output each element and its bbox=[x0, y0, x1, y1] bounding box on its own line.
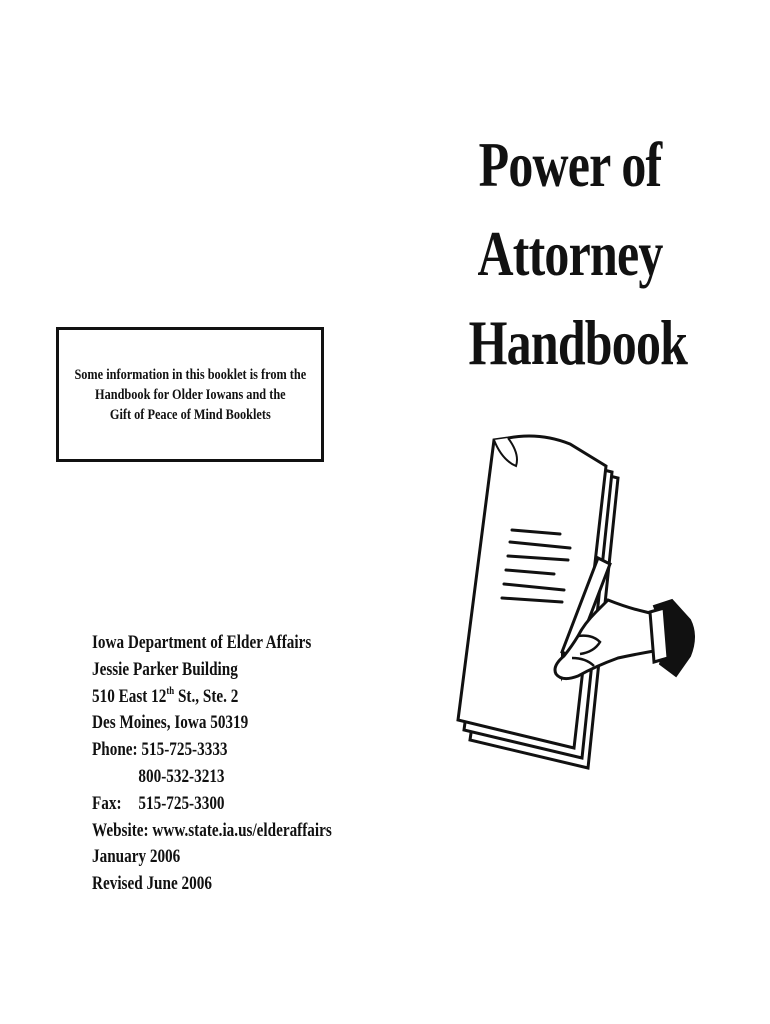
building-name: Jessie Parker Building bbox=[92, 658, 238, 680]
note-line-3: Gift of Peace of Mind Booklets bbox=[109, 406, 271, 423]
source-note-text bbox=[74, 365, 306, 425]
contact-address-block bbox=[92, 630, 332, 898]
fax-label: Fax: bbox=[92, 792, 122, 814]
phone-number-1: 515-725-3333 bbox=[141, 739, 228, 761]
hand-writing-document-icon bbox=[450, 430, 700, 770]
website-label: Website: bbox=[92, 819, 153, 841]
city-state-zip: Des Moines, Iowa 50319 bbox=[92, 712, 249, 734]
note-line-1: Some information in this booklet is from the bbox=[74, 366, 306, 383]
fax-line bbox=[92, 791, 332, 818]
street-number: 510 East 12 bbox=[92, 685, 167, 707]
department-name: Iowa Department of Elder Affairs bbox=[92, 632, 312, 653]
source-note-box bbox=[56, 327, 324, 462]
document-title bbox=[468, 120, 688, 387]
phone-label: Phone: bbox=[92, 739, 142, 761]
fax-number: 515-725-3300 bbox=[138, 792, 225, 814]
title-line-2: Attorney bbox=[477, 218, 663, 289]
revision-date: Revised June 2006 bbox=[92, 873, 212, 895]
title-line-3: Handbook bbox=[468, 307, 688, 378]
phone-line bbox=[92, 737, 332, 764]
phone-number-2: 800-532-3213 bbox=[138, 765, 225, 787]
street-ordinal-suffix: th bbox=[166, 684, 175, 697]
street-rest: St., Ste. 2 bbox=[174, 685, 239, 707]
street-address bbox=[92, 684, 332, 711]
website-line bbox=[92, 818, 332, 845]
publication-date: January 2006 bbox=[92, 846, 181, 868]
note-line-2: Handbook for Older Iowans and the bbox=[94, 386, 286, 403]
website-url: www.state.ia.us/elderaffairs bbox=[152, 819, 332, 841]
title-line-1: Power of bbox=[478, 129, 662, 200]
